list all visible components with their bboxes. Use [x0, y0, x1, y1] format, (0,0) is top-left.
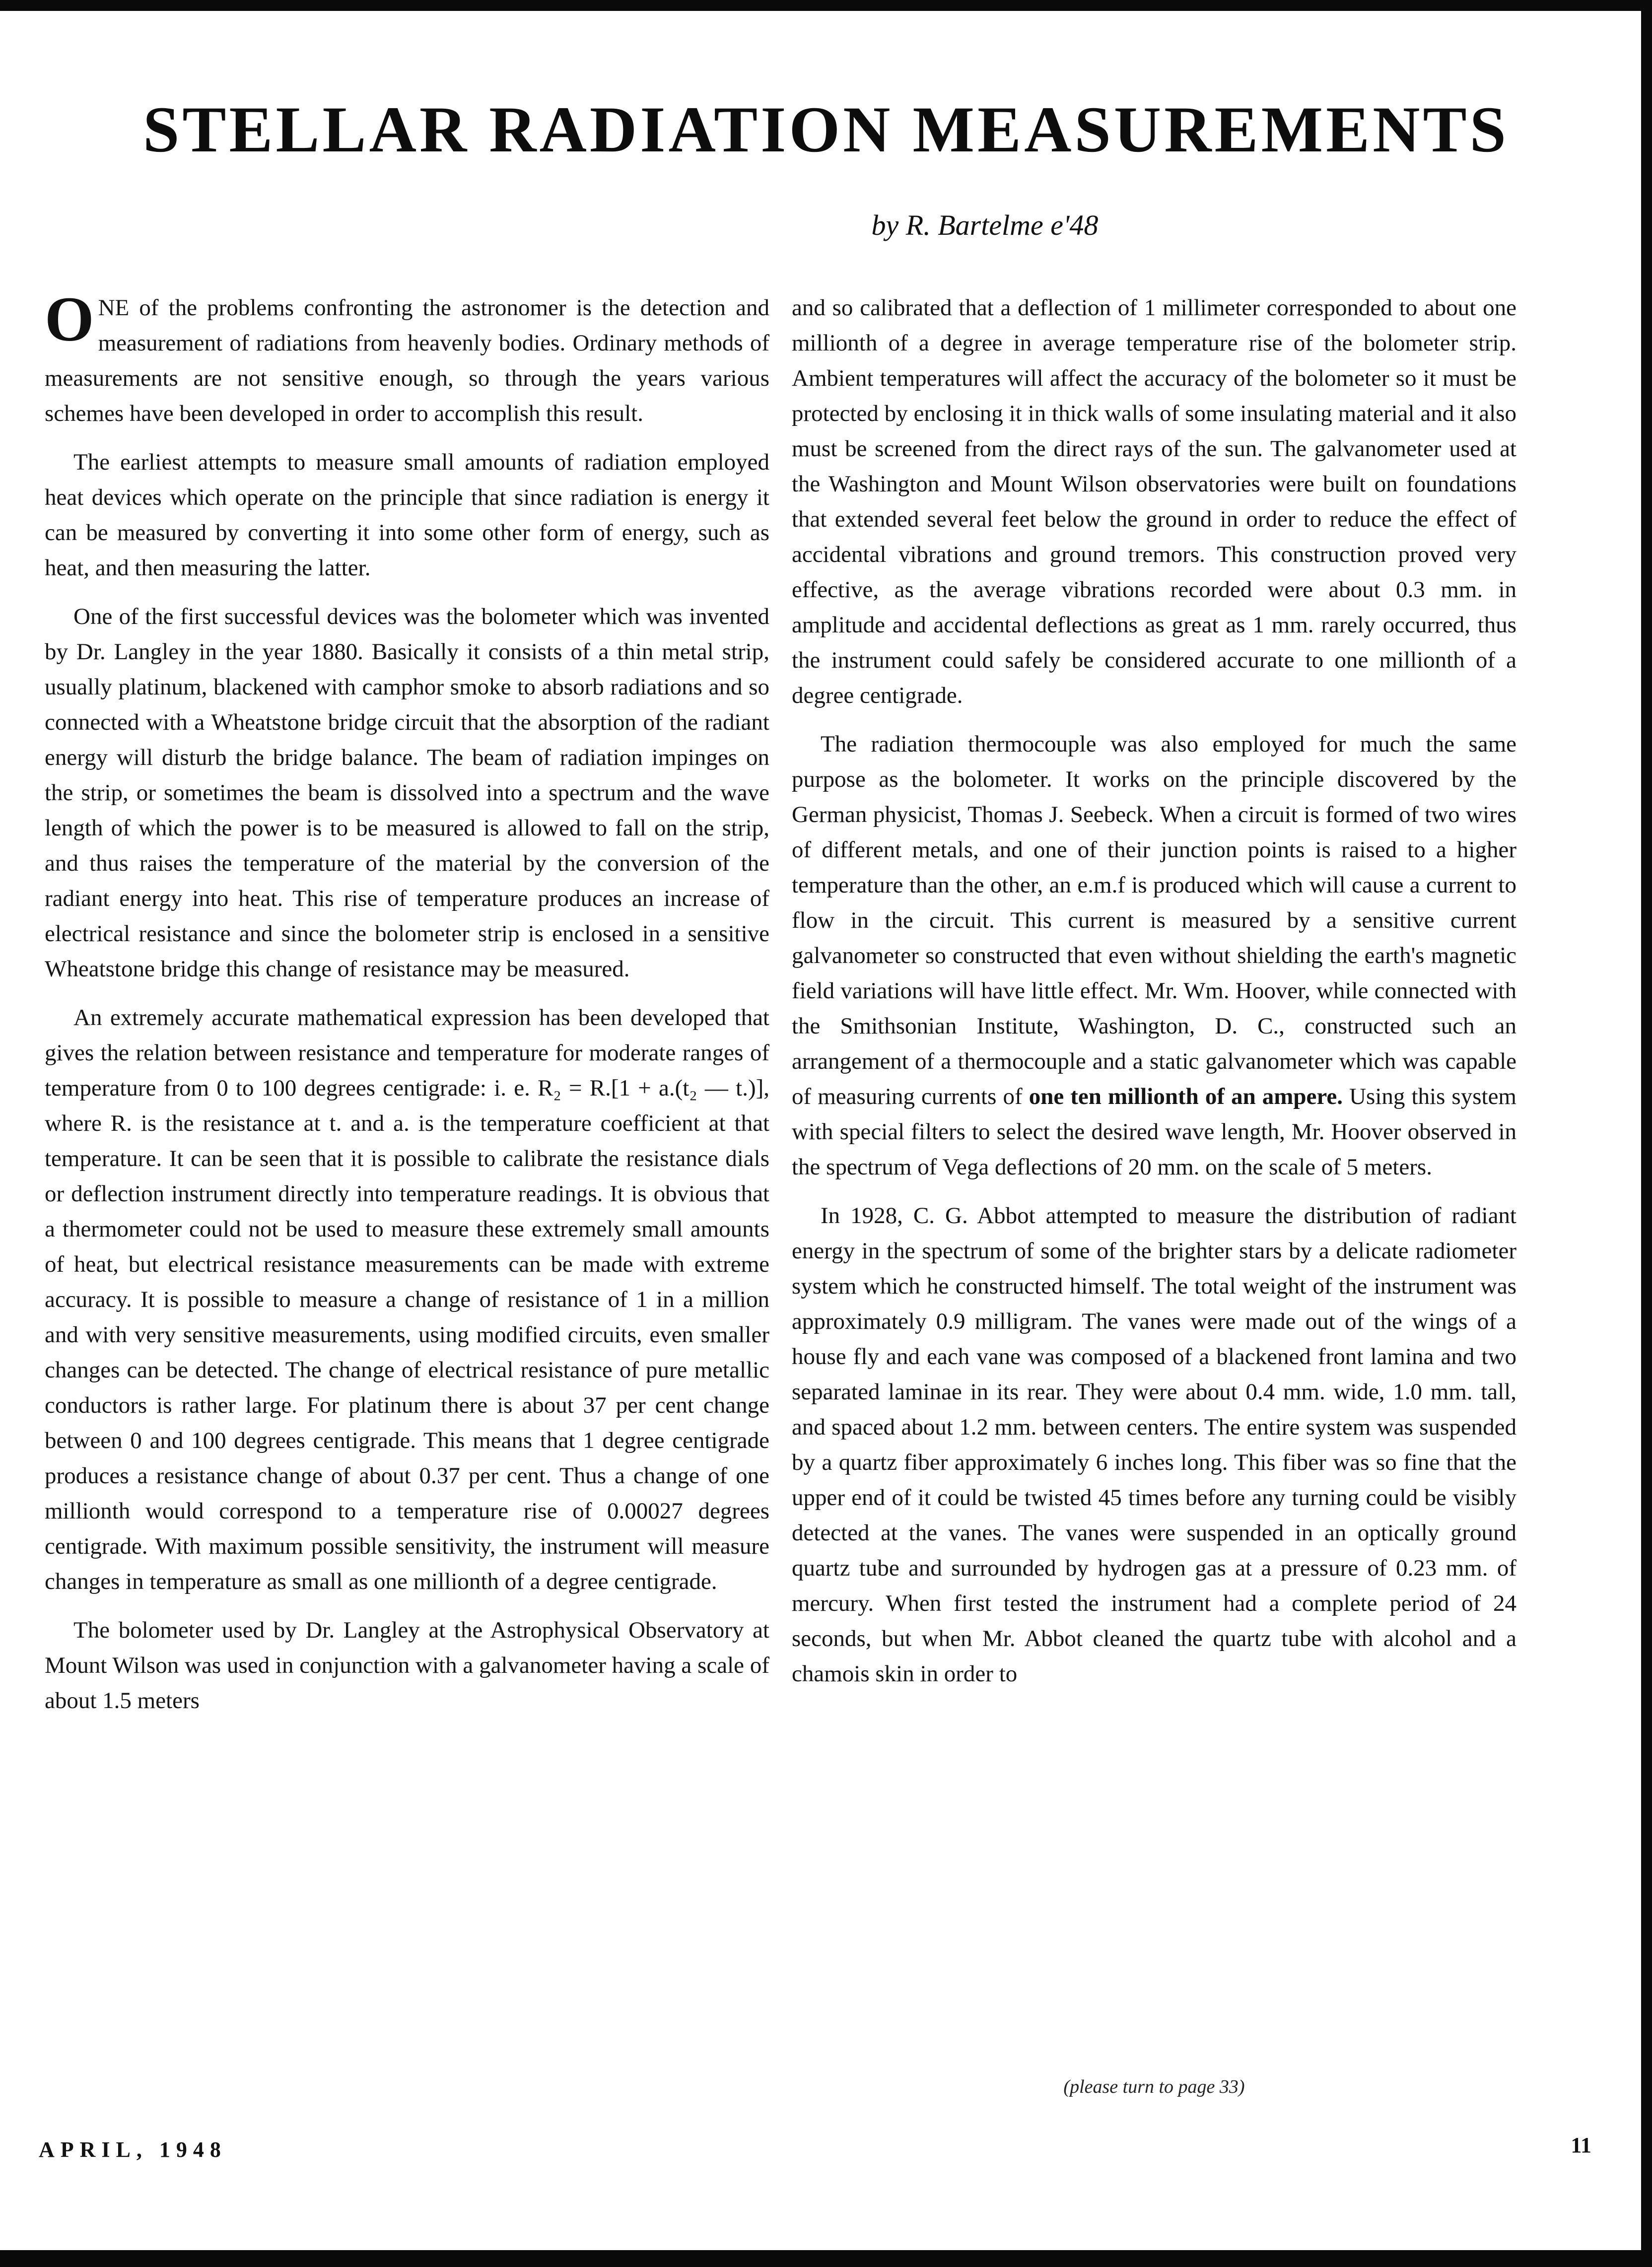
left-paragraph-2: The earliest attempts to measure small amounts of radiation employed heat devices which operate on the principle that since radiation is energy it can be measured by converting it into some other form of energy, such as heat, and then measuring the latter. — [45, 449, 769, 581]
footer-page-number: 11 — [1571, 2133, 1591, 2157]
scan-border-bottom — [0, 2250, 1652, 2267]
right-paragraph-2-text-b: Using this system with special filters to select the desired wave length, Mr. Hoover observed in the spectrum of Vega deflections of 20 mm. on the scale of 5 meters. — [792, 1084, 1516, 1180]
right-paragraph-1: and so calibrated that a deflection of 1 millimeter corresponded to about one millionth of a degree in average temperature rise of the bolometer strip. Ambient temperatures will affect the accuracy of the bolometer so it must be protected by enclosing it in thick walls of some insulating material and it also must be screened from the direct rays of the sun. The galvanometer used at the Washington and Mount Wilson observatories were built on foundations that extended several feet below the ground in order to reduce the effect of accidental vibrations and ground tremors. This construction proved very effective, as the average vibrations recorded were about 0.3 mm. in amplitude and accidental deflections as great as 1 mm. rarely occurred, thus the instrument could safely be considered accurate to one millionth of a degree centigrade. — [792, 295, 1516, 708]
scan-border-top — [0, 0, 1652, 11]
right-paragraph-2-emphasis: one ten millionth of an ampere. — [1029, 1084, 1343, 1109]
left-column — [45, 284, 769, 1732]
footer-issue-date: APRIL, 1948 — [39, 2137, 227, 2162]
left-paragraph-5: The bolometer used by Dr. Langley at the Astrophysical Observatory at Mount Wilson was used in conjunction with a galvanometer having a scale of about 1.5 meters — [45, 1617, 769, 1714]
drop-cap: O — [45, 284, 94, 354]
right-column — [792, 290, 1516, 1705]
left-paragraph-3: One of the first successful devices was the bolometer which was invented by Dr. Langley in the year 1880. Basically it consists of a thin metal strip, usually platinum, blackened with camphor smoke to absorb radiations and so connected with a Wheatstone bridge circuit that the absorption of the radiant energy will disturb the bridge balance. The beam of radiation impinges on the strip, or sometimes the beam is dissolved into a spectrum and the wave length of which the power is to be measured is allowed to fall on the strip, and thus raises the temperature of the material by the conversion of the radiant energy into heat. This rise of temperature produces an increase of electrical resistance and since the bolometer strip is enclosed in a sensitive Wheatstone bridge this change of resistance may be measured. — [45, 604, 769, 982]
article-title: STELLAR RADIATION MEASUREMENTS — [142, 93, 1509, 166]
article-byline: by R. Bartelme e'48 — [871, 209, 1099, 241]
scan-border-right — [1641, 0, 1652, 2267]
right-paragraph-2 — [792, 727, 1516, 1185]
continued-note: (please turn to page 33) — [1063, 2076, 1245, 2097]
left-paragraph-4: An extremely accurate mathematical expression has been developed that gives the relation between resistance and temperature for moderate ranges of temperature from 0 to 100 degrees centigrade: i. e. R₂ = R.[1 + a.(t₂ — t.)], where R. is the resistance at t. and a. is the temperature coefficient at that temperature. It can be seen that it is possible to calibrate the resistance dials or deflection instrument directly into temperature readings. It is obvious that a thermometer could not be used to measure these extremely small amounts of heat, but electrical resistance measurements can be made with extreme accuracy. It is possible to measure a change of resistance of 1 in a million and with very sensitive measurements, using modified circuits, even smaller changes can be detected. The change of electrical resistance of pure metallic conductors is rather large. For platinum there is about 37 per cent change between 0 and 100 degrees centigrade. This means that 1 degree centigrade produces a resistance change of about 0.37 per cent. Thus a change of one millionth would correspond to a temperature rise of 0.00027 degrees centigrade. With maximum possible sensitivity, the instrument will measure changes in temperature as small as one millionth of a degree centigrade. — [45, 1005, 769, 1594]
left-paragraph-1 — [45, 284, 769, 431]
right-paragraph-2-text-a: The radiation thermocouple was also employed for much the same purpose as the bolometer. It works on the principle discovered by the German physicist, Thomas J. Seebeck. When a circuit is formed of two wires of different metals, and one of their junction points is raised to a higher temperature than the other, an e.m.f is produced which will cause a current to flow in the circuit. This current is measured by a sensitive current galvanometer so constructed that even without shielding the earth's magnetic field variations will have little effect. Mr. Wm. Hoover, while connected with the Smithsonian Institute, Washington, D. C., constructed such an arrangement of a thermocouple and a static galvanometer which was capable of measuring currents of — [792, 731, 1516, 1109]
right-paragraph-3: In 1928, C. G. Abbot attempted to measure the distribution of radiant energy in the spectrum of some of the brighter stars by a delicate radiometer system which he constructed himself. The total weight of the instrument was approximately 0.9 milligram. The vanes were made out of the wings of a house fly and each vane was composed of a blackened front lamina and two separated laminae in its rear. They were about 0.4 mm. wide, 1.0 mm. tall, and spaced about 1.2 mm. between centers. The entire system was suspended by a quartz fiber approximately 6 inches long. This fiber was so fine that the upper end of it could be twisted 45 times before any turning could be visibly detected at the vanes. The vanes were suspended in an optically ground quartz tube and surrounded by hydrogen gas at a pressure of 0.23 mm. of mercury. When first tested the instrument had a complete period of 24 seconds, but when Mr. Abbot cleaned the quartz tube with alcohol and a chamois skin in order to — [792, 1203, 1516, 1687]
left-paragraph-1-text: NE of the problems confronting the astronomer is the detection and measurement of radiations from heavenly bodies. Ordinary methods of measurements are not sensitive enough, so through the years various schemes have been developed in order to accomplish this result. — [45, 295, 769, 426]
